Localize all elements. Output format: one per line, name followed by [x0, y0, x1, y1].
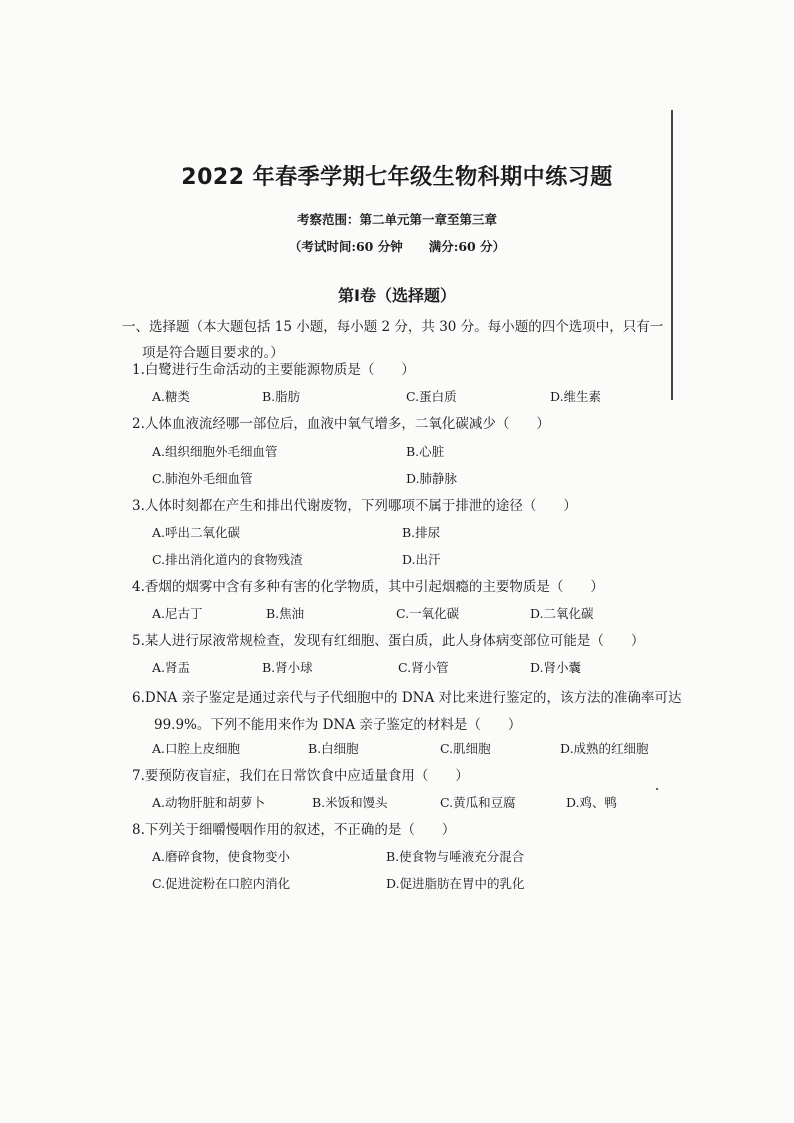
option: B.肾小球 — [262, 660, 313, 675]
option: A.尼古丁 — [152, 606, 203, 621]
option: B.焦油 — [266, 606, 305, 621]
question-stem: 3.人体时刻都在产生和排出代谢废物，下列哪项不属于排泄的途径（ ） — [132, 498, 577, 514]
option: C.黄瓜和豆腐 — [440, 795, 516, 810]
option: C.蛋白质 — [406, 389, 457, 404]
option: D.成熟的红细胞 — [560, 741, 649, 756]
option: A.组织细胞外毛细血管 — [152, 444, 278, 459]
exam-time-score — [0, 237, 794, 255]
option: D.二氧化碳 — [530, 606, 594, 621]
question-stem: 8.下列关于细嚼慢咽作用的叙述，不正确的是（ ） — [132, 822, 456, 838]
exam-scope: 考察范围：第二单元第一章至第三章 — [296, 212, 497, 227]
question-stem: 4.香烟的烟雾中含有多种有害的化学物质，其中引起烟瘾的主要物质是（ ） — [132, 579, 604, 595]
option: D.肾小囊 — [530, 660, 582, 675]
option: B.使食物与唾液充分混合 — [386, 849, 525, 864]
option: B.白细胞 — [308, 741, 359, 756]
option: A.口腔上皮细胞 — [152, 741, 241, 756]
exam-time: （考试时间:60 分钟 — [288, 239, 403, 254]
question-stem-line-1: 6.DNA 亲子鉴定是通过亲代与子代细胞中的 DNA 对比来进行鉴定的，该方法的准确率可达 — [132, 690, 682, 706]
question-stem: 1.白鹭进行生命活动的主要能源物质是（ ） — [132, 362, 415, 378]
option: A.磨碎食物，使食物变小 — [152, 849, 291, 864]
scan-speck — [656, 788, 658, 790]
exam-score: 满分:60 分） — [428, 239, 506, 254]
option: A.呼出二氧化碳 — [152, 525, 241, 540]
exam-title: 2022 年春季学期七年级生物科期中练习题 — [181, 165, 613, 190]
question-stem: 5.某人进行尿液常规检查，发现有红细胞、蛋白质，此人身体病变部位可能是（ ） — [132, 633, 645, 649]
option: B.脂肪 — [262, 389, 301, 404]
option: D.维生素 — [550, 389, 602, 404]
option: B.心脏 — [406, 444, 445, 459]
option: D.出汗 — [402, 552, 441, 567]
section-instructions — [122, 314, 682, 366]
option: C.促进淀粉在口腔内消化 — [152, 876, 291, 891]
option: C.排出消化道内的食物残渣 — [152, 552, 303, 567]
option: C.肺泡外毛细血管 — [152, 471, 253, 486]
instructions-line-2: 项是符合题目要求的。） — [142, 345, 284, 361]
option: C.肾小管 — [398, 660, 449, 675]
question-stem — [132, 685, 692, 739]
instructions-line-1: 一、选择题（本大题包括 15 小题，每小题 2 分，共 30 分。每小题的四个选项中，只有一 — [122, 319, 664, 335]
option: A.动物肝脏和胡萝卜 — [152, 795, 266, 810]
option: A.肾盂 — [152, 660, 191, 675]
option: A.糖类 — [152, 389, 191, 404]
option: B.排尿 — [402, 525, 441, 540]
option: C.肌细胞 — [440, 741, 491, 756]
question-stem-line-2: 99.9%。下列不能用来作为 DNA 亲子鉴定的材料是（ ） — [154, 717, 522, 733]
option: B.米饭和馒头 — [312, 795, 388, 810]
option: D.促进脂肪在胃中的乳化 — [386, 876, 525, 891]
option: D.鸡、鸭 — [566, 795, 618, 810]
question-stem: 7.要预防夜盲症，我们在日常饮食中应适量食用（ ） — [132, 768, 469, 784]
option: D.肺静脉 — [406, 471, 458, 486]
question-stem: 2.人体血液流经哪一部位后，血液中氧气增多，二氧化碳减少（ ） — [132, 416, 550, 432]
section-title: 第Ⅰ卷（选择题） — [338, 286, 456, 305]
option: C.一氧化碳 — [396, 606, 460, 621]
